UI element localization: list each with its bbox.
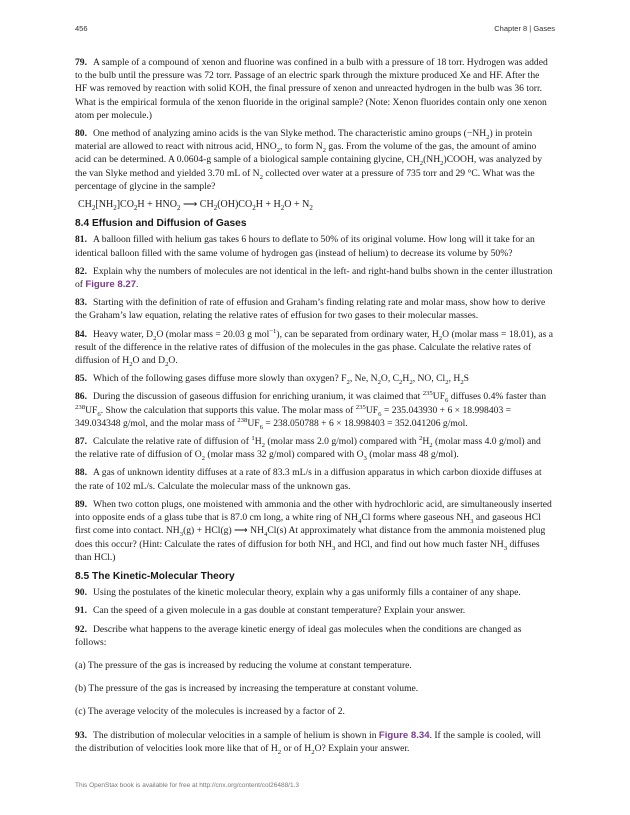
problem-90: 90. Using the postulates of the kinetic molecular theory, explain why a gas uniformly fills a container of any shape. <box>75 587 521 599</box>
page-number: 456 <box>75 24 88 33</box>
problem-89: 89. When two cotton plugs, one moistened with ammonia and the other with hydrochloric acid, are simultaneously inserted into opposite ends of a glass tube that is 87.0 cm long, a white ring of $NH_4Cl$ forms where gaseous $NH_3$ and gaseous HCl first come into contact. $NH_3(g) + HCl(g)$ ⟶ $NH_4Cl(s)$ At approximately what distance from the ammonia moistened plug does this occur? (Hint: Calculate the rates of diffusion for both $NH_3$ and HCl, and find out how much faster $NH_3$ diffuses than HCl.) <box>75 498 552 563</box>
page-content <box>75 56 554 760</box>
problem-92-part-c: (c) The average velocity of the molecules is increased by a factor of 2. <box>75 706 345 718</box>
problem-80: 80. One method of analyzing amino acids is the van Slyke method. The characteristic amino groups $(-NH_2)$ in protein material are allowed to react with nitrous acid, $HNO_2$, to form $N_2$ gas. From the volume of the gas, the amount of amino acid can be determined. A 0.0604-g sample of a biological sample containing glycine, $CH_2(NH_2)COOH$, was analyzed by the van Slyke method and yielded 3.70 mL of $N_2$ collected over water at a pressure of 735 torr and 29 °C. What was the percentage of glycine in the sample? <box>75 128 543 192</box>
problem-92-part-a: (a) The pressure of the gas is increased by reducing the volume at constant temperature. <box>75 659 412 671</box>
figure-8-27-link[interactable]: Figure 8.27 <box>85 279 137 291</box>
problem-93: 93. The distribution of molecular velocities in a sample of helium is shown in Figure 8.34. If the sample is cooled, will the distribution of velocities look more like that of $H_2$ or of $H_2O$? Explain your answer. <box>75 729 541 756</box>
section-heading-8-5: 8.5 The Kinetic-Molecular Theory <box>75 570 235 582</box>
problem-92: 92. Describe what happens to the average kinetic energy of ideal gas molecules when the conditions are changed as follows: <box>75 623 522 648</box>
problem-91: 91. Can the speed of a given molecule in a gas double at constant temperature? Explain your answer. <box>75 605 466 617</box>
problem-86: 86. During the discussion of gaseous diffusion for enriching uranium, it was claimed that $^{235}UF_6$ diffuses 0.4% faster than $^{238}UF_6$. Show the calculation that supports this value. The molar mass of $^{235}UF_6 = 235.043930 + 6 \times 18.998403 = 349.034348$ g/mol, and the molar mass of $^{238}UF_6 = 238.050788 + 6 \times 18.998403 = 352.041206$ g/mol. <box>75 390 546 431</box>
problem-82: 82. Explain why the numbers of molecules are not identical in the left- and right-hand bulbs shown in the center illustration of Figure 8.27. <box>75 265 553 291</box>
problem-81: 81. A balloon filled with helium gas takes 6 hours to deflate to 50% of its original volume. How long will it take for an identical balloon filled with the same volume of hydrogen gas (instead of helium) to decrease its volume by 50%? <box>75 234 535 259</box>
problem-87: 87. Calculate the relative rate of diffusion of $^1H_2$ (molar mass 2.0 g/mol) compared with $^2H_2$ (molar mass 4.0 g/mol) and the relative rate of diffusion of $O_2$ (molar mass 32 g/mol) compared with $O_3$ (molar mass 48 g/mol). <box>75 434 541 463</box>
chapter-title: Chapter 8 | Gases <box>494 24 555 33</box>
page-header <box>75 24 555 38</box>
page-footer: This OpenStax book is available for free at http://cnx.org/content/col26488/1.3 <box>75 782 300 789</box>
problem-83: 83. Starting with the definition of rate of effusion and Graham’s finding relating rate and molar mass, show how to derive the Graham’s law equation, relating the relative rates of effusion for two gases to their molecular masses. <box>75 297 546 322</box>
section-heading-8-4: 8.4 Effusion and Diffusion of Gases <box>75 218 247 230</box>
problem-79: 79. A sample of a compound of xenon and fluorine was confined in a bulb with a pressure of 18 torr. Hydrogen was added to the bulb until the pressure was 72 torr. Passage of an electric spark through the mixture produced Xe and HF. After the HF was removed by reaction with solid KOH, the final pressure of xenon and unreacted hydrogen in the bulb was 36 torr. What is the empirical formula of the xenon fluoride in the original sample? (Note: Xenon fluorides contain only one xenon atom per molecule.) <box>75 57 548 121</box>
glycine-equation: $CH_2[NH_2]CO_2H + HNO_2$ ⟶ $CH_2(OH)CO_2H + H_2O + N_2$ <box>78 199 313 213</box>
problem-92-part-b: (b) The pressure of the gas is increased by increasing the temperature at constant volume. <box>75 683 419 695</box>
problem-88: 88. A gas of unknown identity diffuses at a rate of 83.3 mL/s in a diffusion apparatus in which carbon dioxide diffuses at the rate of 102 mL/s. Calculate the molecular mass of the unknown gas. <box>75 467 542 492</box>
figure-8-34-link[interactable]: Figure 8.34 <box>378 729 430 741</box>
problem-85: 85. Which of the following gases diffuse more slowly than oxygen? $F_2$, Ne, $N_2O$, $C_2H_2$, NO, $Cl_2$, $H_2S$ <box>75 373 470 387</box>
problem-84: 84. Heavy water, $D_2O$ (molar mass = 20.03 g mol$^{-1}$), can be separated from ordinary water, $H_2O$ (molar mass = 18.01), as a result of the difference in the relative rates of diffusion of the molecules in the gas phase. Calculate the relative rates of diffusion of $H_2O$ and $D_2O$. <box>75 327 554 368</box>
